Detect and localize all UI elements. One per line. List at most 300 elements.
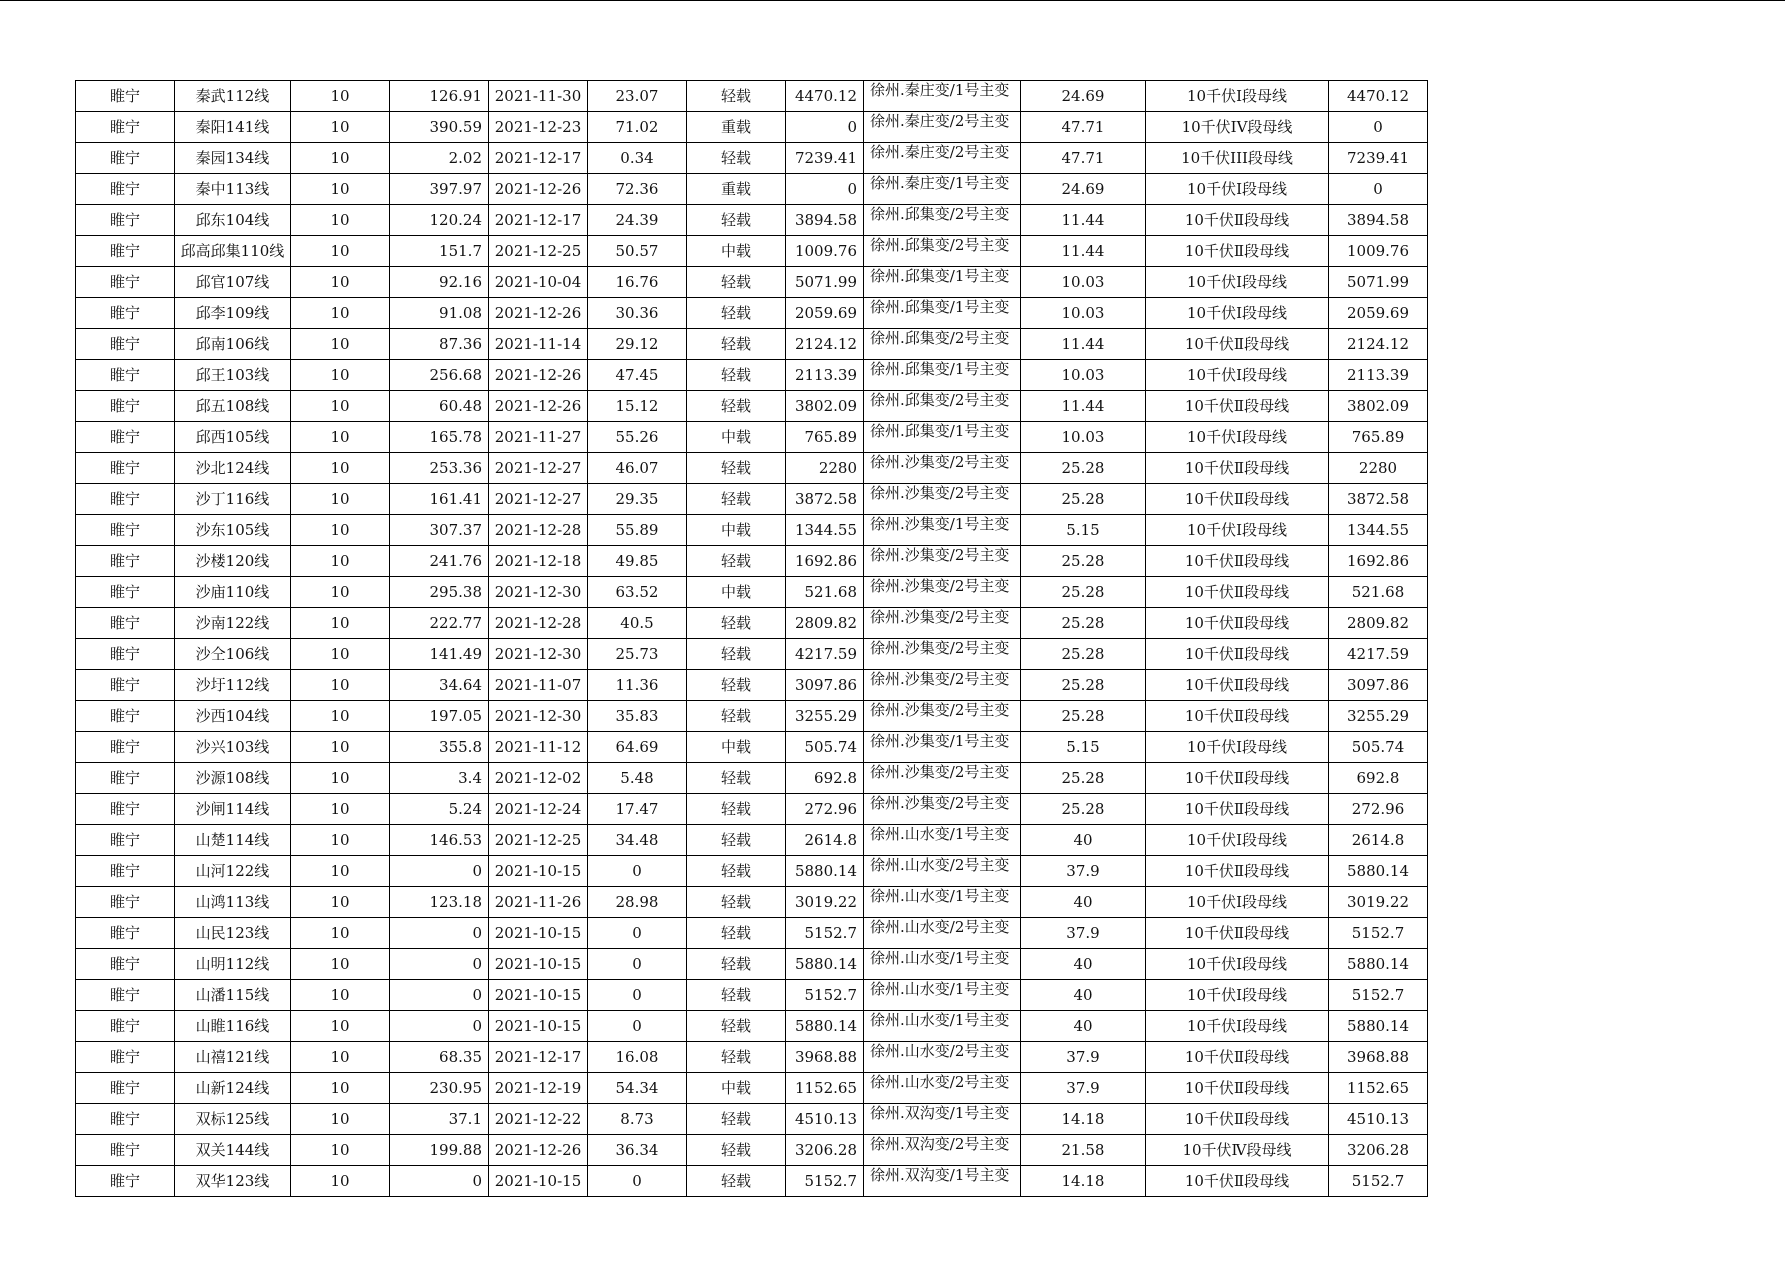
table-row [76, 949, 1428, 980]
cell-available: 5152.7 [1329, 918, 1428, 949]
cell-date: 2021-12-25 [489, 236, 588, 267]
cell-busbar: 10千伏Ⅱ段母线 [1146, 205, 1329, 236]
cell-busbar: 10千伏Ⅳ段母线 [1146, 1135, 1329, 1166]
cell-available: 3255.29 [1329, 701, 1428, 732]
cell-load: 146.53 [390, 825, 489, 856]
cell-load-rate: 16.76 [588, 267, 687, 298]
cell-margin: 505.74 [786, 732, 864, 763]
cell-substation: 徐州.沙集变/2号主变 [864, 639, 1021, 670]
cell-line-name: 秦武112线 [175, 81, 291, 112]
cell-load-rate: 24.39 [588, 205, 687, 236]
cell-load-rate: 29.12 [588, 329, 687, 360]
cell-load: 397.97 [390, 174, 489, 205]
cell-load-rate: 30.36 [588, 298, 687, 329]
cell-available: 4510.13 [1329, 1104, 1428, 1135]
cell-line-name: 山楚114线 [175, 825, 291, 856]
cell-county: 睢宁 [76, 453, 175, 484]
cell-voltage: 10 [291, 701, 390, 732]
cell-voltage: 10 [291, 546, 390, 577]
cell-line-name: 秦园134线 [175, 143, 291, 174]
cell-voltage: 10 [291, 980, 390, 1011]
feeder-load-table [75, 80, 1428, 1197]
cell-transformer-rate: 11.44 [1021, 329, 1146, 360]
table-row [76, 1166, 1428, 1197]
cell-transformer-rate: 40 [1021, 949, 1146, 980]
cell-line-name: 沙庙110线 [175, 577, 291, 608]
cell-load-status: 中载 [687, 577, 786, 608]
cell-load-status: 轻载 [687, 670, 786, 701]
cell-load-status: 轻载 [687, 360, 786, 391]
cell-county: 睢宁 [76, 267, 175, 298]
cell-busbar: 10千伏Ⅱ段母线 [1146, 484, 1329, 515]
cell-transformer-rate: 25.28 [1021, 763, 1146, 794]
cell-substation: 徐州.邱集变/1号主变 [864, 422, 1021, 453]
cell-busbar: 10千伏Ⅰ段母线 [1146, 515, 1329, 546]
cell-margin: 5071.99 [786, 267, 864, 298]
cell-date: 2021-12-17 [489, 1042, 588, 1073]
cell-available: 3968.88 [1329, 1042, 1428, 1073]
cell-voltage: 10 [291, 1073, 390, 1104]
cell-voltage: 10 [291, 81, 390, 112]
cell-line-name: 邱官107线 [175, 267, 291, 298]
cell-available: 3802.09 [1329, 391, 1428, 422]
cell-load-status: 轻载 [687, 267, 786, 298]
cell-transformer-rate: 14.18 [1021, 1104, 1146, 1135]
cell-substation: 徐州.山水变/2号主变 [864, 918, 1021, 949]
table-row [76, 546, 1428, 577]
cell-voltage: 10 [291, 639, 390, 670]
cell-voltage: 10 [291, 1011, 390, 1042]
cell-date: 2021-10-15 [489, 949, 588, 980]
table-row [76, 143, 1428, 174]
cell-substation: 徐州.秦庄变/1号主变 [864, 174, 1021, 205]
cell-load-status: 轻载 [687, 1135, 786, 1166]
cell-line-name: 邱高邱集110线 [175, 236, 291, 267]
cell-county: 睢宁 [76, 360, 175, 391]
cell-voltage: 10 [291, 1042, 390, 1073]
cell-county: 睢宁 [76, 1135, 175, 1166]
cell-county: 睢宁 [76, 236, 175, 267]
cell-load: 307.37 [390, 515, 489, 546]
cell-margin: 3019.22 [786, 887, 864, 918]
cell-load-rate: 40.5 [588, 608, 687, 639]
cell-busbar: 10千伏Ⅱ段母线 [1146, 1166, 1329, 1197]
cell-available: 3872.58 [1329, 484, 1428, 515]
cell-substation: 徐州.山水变/2号主变 [864, 1073, 1021, 1104]
cell-county: 睢宁 [76, 391, 175, 422]
table-row [76, 391, 1428, 422]
cell-load-status: 轻载 [687, 763, 786, 794]
cell-line-name: 邱李109线 [175, 298, 291, 329]
cell-voltage: 10 [291, 763, 390, 794]
cell-line-name: 邱西105线 [175, 422, 291, 453]
cell-available: 692.8 [1329, 763, 1428, 794]
cell-voltage: 10 [291, 825, 390, 856]
table-row [76, 794, 1428, 825]
cell-load-status: 轻载 [687, 205, 786, 236]
cell-available: 5152.7 [1329, 1166, 1428, 1197]
cell-load-rate: 0 [588, 980, 687, 1011]
cell-load-status: 重载 [687, 174, 786, 205]
cell-transformer-rate: 11.44 [1021, 205, 1146, 236]
cell-substation: 徐州.秦庄变/2号主变 [864, 112, 1021, 143]
cell-available: 2614.8 [1329, 825, 1428, 856]
table-row [76, 856, 1428, 887]
cell-substation: 徐州.邱集变/2号主变 [864, 236, 1021, 267]
table-row [76, 236, 1428, 267]
cell-line-name: 沙楼120线 [175, 546, 291, 577]
cell-load: 222.77 [390, 608, 489, 639]
cell-date: 2021-11-30 [489, 81, 588, 112]
cell-transformer-rate: 40 [1021, 825, 1146, 856]
cell-county: 睢宁 [76, 825, 175, 856]
cell-load: 60.48 [390, 391, 489, 422]
cell-substation: 徐州.秦庄变/1号主变 [864, 81, 1021, 112]
cell-line-name: 邱王103线 [175, 360, 291, 391]
cell-substation: 徐州.邱集变/2号主变 [864, 205, 1021, 236]
cell-busbar: 10千伏Ⅱ段母线 [1146, 391, 1329, 422]
cell-load: 87.36 [390, 329, 489, 360]
cell-margin: 765.89 [786, 422, 864, 453]
cell-line-name: 山新124线 [175, 1073, 291, 1104]
cell-date: 2021-12-23 [489, 112, 588, 143]
cell-date: 2021-12-26 [489, 298, 588, 329]
cell-date: 2021-12-26 [489, 391, 588, 422]
cell-line-name: 沙仝106线 [175, 639, 291, 670]
cell-margin: 2809.82 [786, 608, 864, 639]
cell-load-status: 轻载 [687, 794, 786, 825]
cell-substation: 徐州.沙集变/2号主变 [864, 484, 1021, 515]
cell-load: 0 [390, 949, 489, 980]
cell-date: 2021-12-27 [489, 484, 588, 515]
cell-available: 505.74 [1329, 732, 1428, 763]
table-row [76, 887, 1428, 918]
cell-margin: 3968.88 [786, 1042, 864, 1073]
cell-load-status: 轻载 [687, 1042, 786, 1073]
cell-busbar: 10千伏Ⅰ段母线 [1146, 825, 1329, 856]
cell-load: 165.78 [390, 422, 489, 453]
cell-busbar: 10千伏Ⅱ段母线 [1146, 453, 1329, 484]
cell-load-rate: 64.69 [588, 732, 687, 763]
cell-date: 2021-11-14 [489, 329, 588, 360]
cell-voltage: 10 [291, 422, 390, 453]
cell-load: 2.02 [390, 143, 489, 174]
cell-busbar: 10千伏Ⅱ段母线 [1146, 639, 1329, 670]
table-row [76, 298, 1428, 329]
cell-county: 睢宁 [76, 329, 175, 360]
table-row [76, 825, 1428, 856]
cell-load-rate: 0 [588, 1166, 687, 1197]
table-row [76, 1042, 1428, 1073]
cell-load-rate: 71.02 [588, 112, 687, 143]
cell-date: 2021-12-26 [489, 360, 588, 391]
cell-load: 68.35 [390, 1042, 489, 1073]
cell-available: 3206.28 [1329, 1135, 1428, 1166]
cell-line-name: 秦阳141线 [175, 112, 291, 143]
cell-substation: 徐州.山水变/1号主变 [864, 949, 1021, 980]
cell-available: 2280 [1329, 453, 1428, 484]
cell-load-status: 轻载 [687, 143, 786, 174]
cell-margin: 5152.7 [786, 980, 864, 1011]
cell-county: 睢宁 [76, 670, 175, 701]
cell-county: 睢宁 [76, 701, 175, 732]
cell-substation: 徐州.山水变/1号主变 [864, 825, 1021, 856]
table-row [76, 112, 1428, 143]
cell-busbar: 10千伏Ⅱ段母线 [1146, 329, 1329, 360]
cell-load-rate: 50.57 [588, 236, 687, 267]
cell-voltage: 10 [291, 856, 390, 887]
cell-date: 2021-10-04 [489, 267, 588, 298]
cell-busbar: 10千伏Ⅱ段母线 [1146, 546, 1329, 577]
cell-line-name: 沙兴103线 [175, 732, 291, 763]
cell-substation: 徐州.沙集变/2号主变 [864, 670, 1021, 701]
table-row [76, 670, 1428, 701]
cell-transformer-rate: 37.9 [1021, 856, 1146, 887]
cell-date: 2021-12-27 [489, 453, 588, 484]
cell-substation: 徐州.沙集变/2号主变 [864, 794, 1021, 825]
table-row [76, 484, 1428, 515]
cell-margin: 5152.7 [786, 1166, 864, 1197]
cell-date: 2021-12-28 [489, 515, 588, 546]
cell-load-rate: 8.73 [588, 1104, 687, 1135]
cell-available: 1344.55 [1329, 515, 1428, 546]
table-row [76, 763, 1428, 794]
cell-transformer-rate: 40 [1021, 1011, 1146, 1042]
cell-line-name: 沙南122线 [175, 608, 291, 639]
cell-load-rate: 25.73 [588, 639, 687, 670]
cell-load-status: 轻载 [687, 608, 786, 639]
cell-load-status: 轻载 [687, 949, 786, 980]
cell-load-rate: 29.35 [588, 484, 687, 515]
cell-line-name: 山鸿113线 [175, 887, 291, 918]
cell-voltage: 10 [291, 732, 390, 763]
cell-transformer-rate: 10.03 [1021, 422, 1146, 453]
cell-load: 253.36 [390, 453, 489, 484]
cell-load-status: 轻载 [687, 453, 786, 484]
cell-busbar: 10千伏Ⅰ段母线 [1146, 732, 1329, 763]
cell-line-name: 双标125线 [175, 1104, 291, 1135]
cell-transformer-rate: 47.71 [1021, 112, 1146, 143]
cell-busbar: 10千伏Ⅱ段母线 [1146, 763, 1329, 794]
cell-available: 765.89 [1329, 422, 1428, 453]
cell-county: 睢宁 [76, 887, 175, 918]
cell-load-status: 轻载 [687, 856, 786, 887]
cell-load-status: 轻载 [687, 1166, 786, 1197]
cell-busbar: 10千伏Ⅱ段母线 [1146, 236, 1329, 267]
cell-load-status: 轻载 [687, 391, 786, 422]
table-row [76, 515, 1428, 546]
cell-load-status: 轻载 [687, 639, 786, 670]
cell-line-name: 山明112线 [175, 949, 291, 980]
cell-transformer-rate: 40 [1021, 887, 1146, 918]
cell-transformer-rate: 5.15 [1021, 732, 1146, 763]
cell-busbar: 10千伏Ⅰ段母线 [1146, 1011, 1329, 1042]
cell-county: 睢宁 [76, 422, 175, 453]
cell-busbar: 10千伏Ⅰ段母线 [1146, 887, 1329, 918]
cell-available: 2124.12 [1329, 329, 1428, 360]
cell-line-name: 沙源108线 [175, 763, 291, 794]
cell-county: 睢宁 [76, 1011, 175, 1042]
cell-date: 2021-11-26 [489, 887, 588, 918]
table-row [76, 267, 1428, 298]
cell-available: 2059.69 [1329, 298, 1428, 329]
cell-transformer-rate: 40 [1021, 980, 1146, 1011]
cell-margin: 1344.55 [786, 515, 864, 546]
cell-load-status: 轻载 [687, 701, 786, 732]
table-row [76, 980, 1428, 1011]
cell-load-status: 中载 [687, 236, 786, 267]
cell-date: 2021-11-07 [489, 670, 588, 701]
cell-substation: 徐州.山水变/1号主变 [864, 887, 1021, 918]
cell-load: 5.24 [390, 794, 489, 825]
cell-busbar: 10千伏Ⅱ段母线 [1146, 1073, 1329, 1104]
cell-substation: 徐州.沙集变/2号主变 [864, 546, 1021, 577]
cell-date: 2021-11-27 [489, 422, 588, 453]
cell-date: 2021-12-30 [489, 701, 588, 732]
cell-transformer-rate: 11.44 [1021, 236, 1146, 267]
cell-transformer-rate: 25.28 [1021, 546, 1146, 577]
cell-date: 2021-10-15 [489, 918, 588, 949]
cell-date: 2021-12-25 [489, 825, 588, 856]
cell-county: 睢宁 [76, 918, 175, 949]
cell-busbar: 10千伏Ⅱ段母线 [1146, 608, 1329, 639]
cell-busbar: 10千伏Ⅱ段母线 [1146, 1042, 1329, 1073]
cell-margin: 3872.58 [786, 484, 864, 515]
cell-line-name: 沙东105线 [175, 515, 291, 546]
cell-voltage: 10 [291, 236, 390, 267]
page-top-rule [0, 0, 1785, 1]
cell-county: 睢宁 [76, 112, 175, 143]
table-row [76, 81, 1428, 112]
table-row [76, 1073, 1428, 1104]
cell-busbar: 10千伏Ⅰ段母线 [1146, 980, 1329, 1011]
cell-county: 睢宁 [76, 763, 175, 794]
cell-load: 390.59 [390, 112, 489, 143]
cell-load: 197.05 [390, 701, 489, 732]
cell-date: 2021-12-18 [489, 546, 588, 577]
cell-date: 2021-10-15 [489, 980, 588, 1011]
cell-margin: 5880.14 [786, 949, 864, 980]
cell-transformer-rate: 25.28 [1021, 639, 1146, 670]
cell-county: 睢宁 [76, 174, 175, 205]
cell-margin: 1009.76 [786, 236, 864, 267]
cell-voltage: 10 [291, 515, 390, 546]
cell-available: 272.96 [1329, 794, 1428, 825]
cell-county: 睢宁 [76, 577, 175, 608]
cell-voltage: 10 [291, 1135, 390, 1166]
cell-line-name: 沙北124线 [175, 453, 291, 484]
cell-line-name: 沙圩112线 [175, 670, 291, 701]
cell-load: 3.4 [390, 763, 489, 794]
cell-transformer-rate: 24.69 [1021, 174, 1146, 205]
cell-available: 3019.22 [1329, 887, 1428, 918]
cell-load-status: 轻载 [687, 484, 786, 515]
cell-transformer-rate: 24.69 [1021, 81, 1146, 112]
cell-load: 199.88 [390, 1135, 489, 1166]
cell-voltage: 10 [291, 391, 390, 422]
cell-margin: 3255.29 [786, 701, 864, 732]
table-row [76, 360, 1428, 391]
cell-load-status: 轻载 [687, 298, 786, 329]
cell-substation: 徐州.沙集变/2号主变 [864, 763, 1021, 794]
cell-substation: 徐州.沙集变/2号主变 [864, 453, 1021, 484]
cell-voltage: 10 [291, 794, 390, 825]
cell-available: 1009.76 [1329, 236, 1428, 267]
cell-available: 1152.65 [1329, 1073, 1428, 1104]
cell-date: 2021-12-26 [489, 1135, 588, 1166]
cell-available: 4217.59 [1329, 639, 1428, 670]
cell-voltage: 10 [291, 484, 390, 515]
cell-load-status: 重载 [687, 112, 786, 143]
cell-transformer-rate: 10.03 [1021, 267, 1146, 298]
cell-county: 睢宁 [76, 1042, 175, 1073]
cell-line-name: 邱南106线 [175, 329, 291, 360]
cell-date: 2021-12-22 [489, 1104, 588, 1135]
cell-date: 2021-12-30 [489, 639, 588, 670]
cell-line-name: 秦中113线 [175, 174, 291, 205]
cell-load: 295.38 [390, 577, 489, 608]
cell-date: 2021-10-15 [489, 1011, 588, 1042]
cell-load-rate: 17.47 [588, 794, 687, 825]
cell-margin: 2280 [786, 453, 864, 484]
cell-load-status: 中载 [687, 515, 786, 546]
cell-load: 0 [390, 918, 489, 949]
table-row [76, 639, 1428, 670]
cell-load-rate: 28.98 [588, 887, 687, 918]
cell-voltage: 10 [291, 112, 390, 143]
cell-load-status: 中载 [687, 1073, 786, 1104]
cell-margin: 692.8 [786, 763, 864, 794]
cell-date: 2021-12-28 [489, 608, 588, 639]
cell-transformer-rate: 10.03 [1021, 360, 1146, 391]
cell-margin: 4470.12 [786, 81, 864, 112]
cell-transformer-rate: 37.9 [1021, 1042, 1146, 1073]
cell-line-name: 邱东104线 [175, 205, 291, 236]
cell-load-rate: 0.34 [588, 143, 687, 174]
cell-line-name: 山潘115线 [175, 980, 291, 1011]
cell-margin: 2614.8 [786, 825, 864, 856]
cell-transformer-rate: 47.71 [1021, 143, 1146, 174]
cell-margin: 5152.7 [786, 918, 864, 949]
cell-substation: 徐州.双沟变/1号主变 [864, 1166, 1021, 1197]
cell-substation: 徐州.邱集变/2号主变 [864, 391, 1021, 422]
cell-county: 睢宁 [76, 608, 175, 639]
cell-available: 2809.82 [1329, 608, 1428, 639]
cell-transformer-rate: 25.28 [1021, 577, 1146, 608]
cell-substation: 徐州.双沟变/2号主变 [864, 1135, 1021, 1166]
cell-margin: 3097.86 [786, 670, 864, 701]
cell-available: 5880.14 [1329, 856, 1428, 887]
cell-substation: 徐州.山水变/1号主变 [864, 980, 1021, 1011]
cell-voltage: 10 [291, 298, 390, 329]
cell-county: 睢宁 [76, 732, 175, 763]
cell-busbar: 10千伏Ⅰ段母线 [1146, 174, 1329, 205]
cell-margin: 3894.58 [786, 205, 864, 236]
cell-transformer-rate: 25.28 [1021, 670, 1146, 701]
cell-voltage: 10 [291, 1104, 390, 1135]
cell-load: 34.64 [390, 670, 489, 701]
table-row [76, 1104, 1428, 1135]
cell-date: 2021-11-12 [489, 732, 588, 763]
cell-load-status: 中载 [687, 422, 786, 453]
cell-load-status: 轻载 [687, 918, 786, 949]
cell-load-status: 轻载 [687, 546, 786, 577]
cell-county: 睢宁 [76, 639, 175, 670]
cell-load-rate: 0 [588, 1011, 687, 1042]
cell-line-name: 沙闸114线 [175, 794, 291, 825]
cell-county: 睢宁 [76, 484, 175, 515]
cell-margin: 1152.65 [786, 1073, 864, 1104]
